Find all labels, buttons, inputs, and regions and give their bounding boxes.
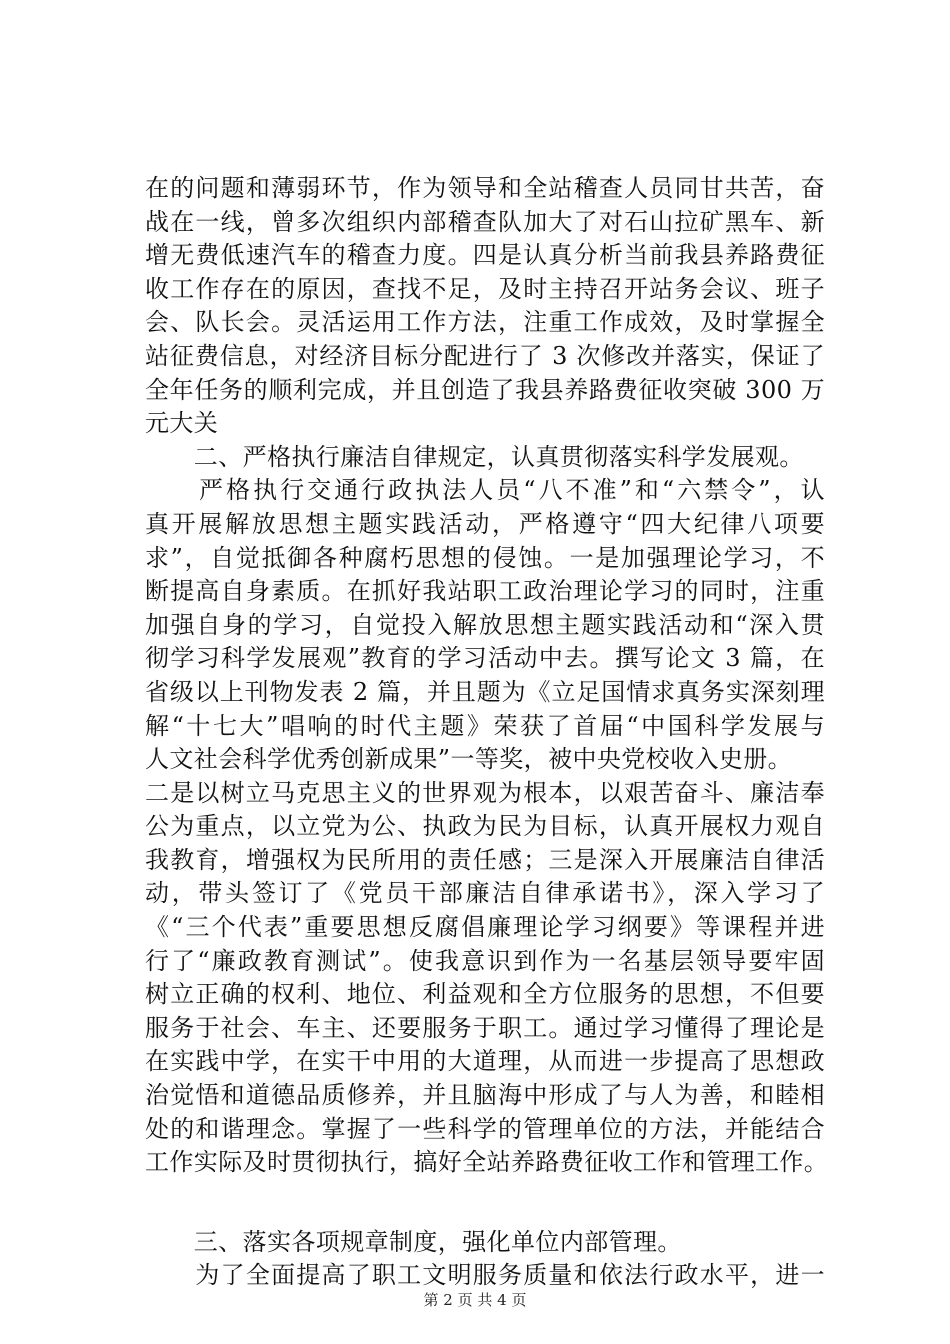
text-line: 断提高自身素质。在抓好我站职工政治理论学习的同时，注重	[145, 577, 825, 606]
text-line: 二、严格执行廉洁自律规定，认真贯彻落实科学发展观。	[145, 442, 804, 471]
text-line: 真开展解放思想主题实践活动，严格遵守“四大纪律八项要	[145, 509, 825, 538]
text-line: 会、队长会。灵活运用工作方法，注重工作成效，及时掌握全	[145, 308, 825, 337]
text-line: 处的和谐理念。掌握了一些科学的管理单位的方法，并能结合	[145, 1114, 825, 1143]
text-line: 严格执行交通行政执法人员“八不准”和“六禁令”，认	[145, 476, 825, 505]
text-line: 在的问题和薄弱环节，作为领导和全站稽查人员同甘共苦，奋	[145, 174, 825, 202]
page-footer: 第 2 页 共 4 页	[423, 1291, 527, 1309]
text-line: 加强自身的学习，自觉投入解放思想主题实践活动和“深入贯	[145, 610, 825, 639]
blank-line	[145, 1180, 825, 1226]
text-line: 工作实际及时贯彻执行，搞好全站养路费征收工作和管理工作。	[145, 1148, 829, 1177]
text-line: 彻学习科学发展观”教育的学习活动中去。撰写论文 3 篇，在	[145, 644, 825, 673]
text-line: 解“十七大”唱响的时代主题》荣获了首届“中国科学发展与	[145, 711, 825, 740]
text-line: 动，带头签订了《党员干部廉洁自律承诺书》，深入学习了	[145, 879, 825, 908]
text-line: 行了“廉政教育测试”。使我意识到作为一名基层领导要牢固	[145, 946, 825, 975]
text-line: 二是以树立马克思主义的世界观为根本，以艰苦奋斗、廉洁奉	[145, 778, 825, 807]
text-line: 求”，自觉抵御各种腐朽思想的侵蚀。一是加强理论学习，不	[145, 543, 825, 572]
text-line: 全年任务的顺利完成，并且创造了我县养路费征收突破 300 万	[145, 375, 825, 404]
text-line: 为了全面提高了职工文明服务质量和依法行政水平，进一	[145, 1261, 825, 1290]
text-line: 公为重点，以立党为公、执政为民为目标，认真开展权力观自	[145, 812, 825, 841]
text-line: 站征费信息，对经济目标分配进行了 3 次修改并落实，保证了	[145, 341, 825, 370]
text-line: 我教育，增强权为民所用的责任感；三是深入开展廉洁自律活	[145, 845, 825, 874]
text-line: 三、落实各项规章制度，强化单位内部管理。	[145, 1227, 682, 1256]
text-line: 《“三个代表”重要思想反腐倡廉理论学习纲要》等课程并进	[145, 913, 825, 942]
text-line: 人文社会科学优秀创新成果”一等奖，被中央党校收入史册。	[145, 745, 793, 774]
text-line: 增无费低速汽车的稽查力度。四是认真分析当前我县养路费征	[145, 241, 825, 270]
text-line: 服务于社会、车主、还要服务于职工。通过学习懂得了理论是	[145, 1013, 825, 1042]
text-line: 在实践中学，在实干中用的大道理，从而进一步提高了思想政	[145, 1047, 825, 1076]
text-line: 战在一线，曾多次组织内部稽查队加大了对石山拉矿黑车、新	[145, 207, 825, 236]
text-line: 树立正确的权利、地位、利益观和全方位服务的思想，不但要	[145, 980, 825, 1009]
text-line: 元大关	[145, 409, 219, 438]
text-line: 省级以上刊物发表 2 篇，并且题为《立足国情求真务实深刻理	[145, 677, 825, 706]
text-line: 收工作存在的原因，查找不足，及时主持召开站务会议、班子	[145, 274, 825, 303]
document-body	[145, 172, 829, 1293]
text-line: 治觉悟和道德品质修养，并且脑海中形成了与人为善，和睦相	[145, 1081, 825, 1110]
